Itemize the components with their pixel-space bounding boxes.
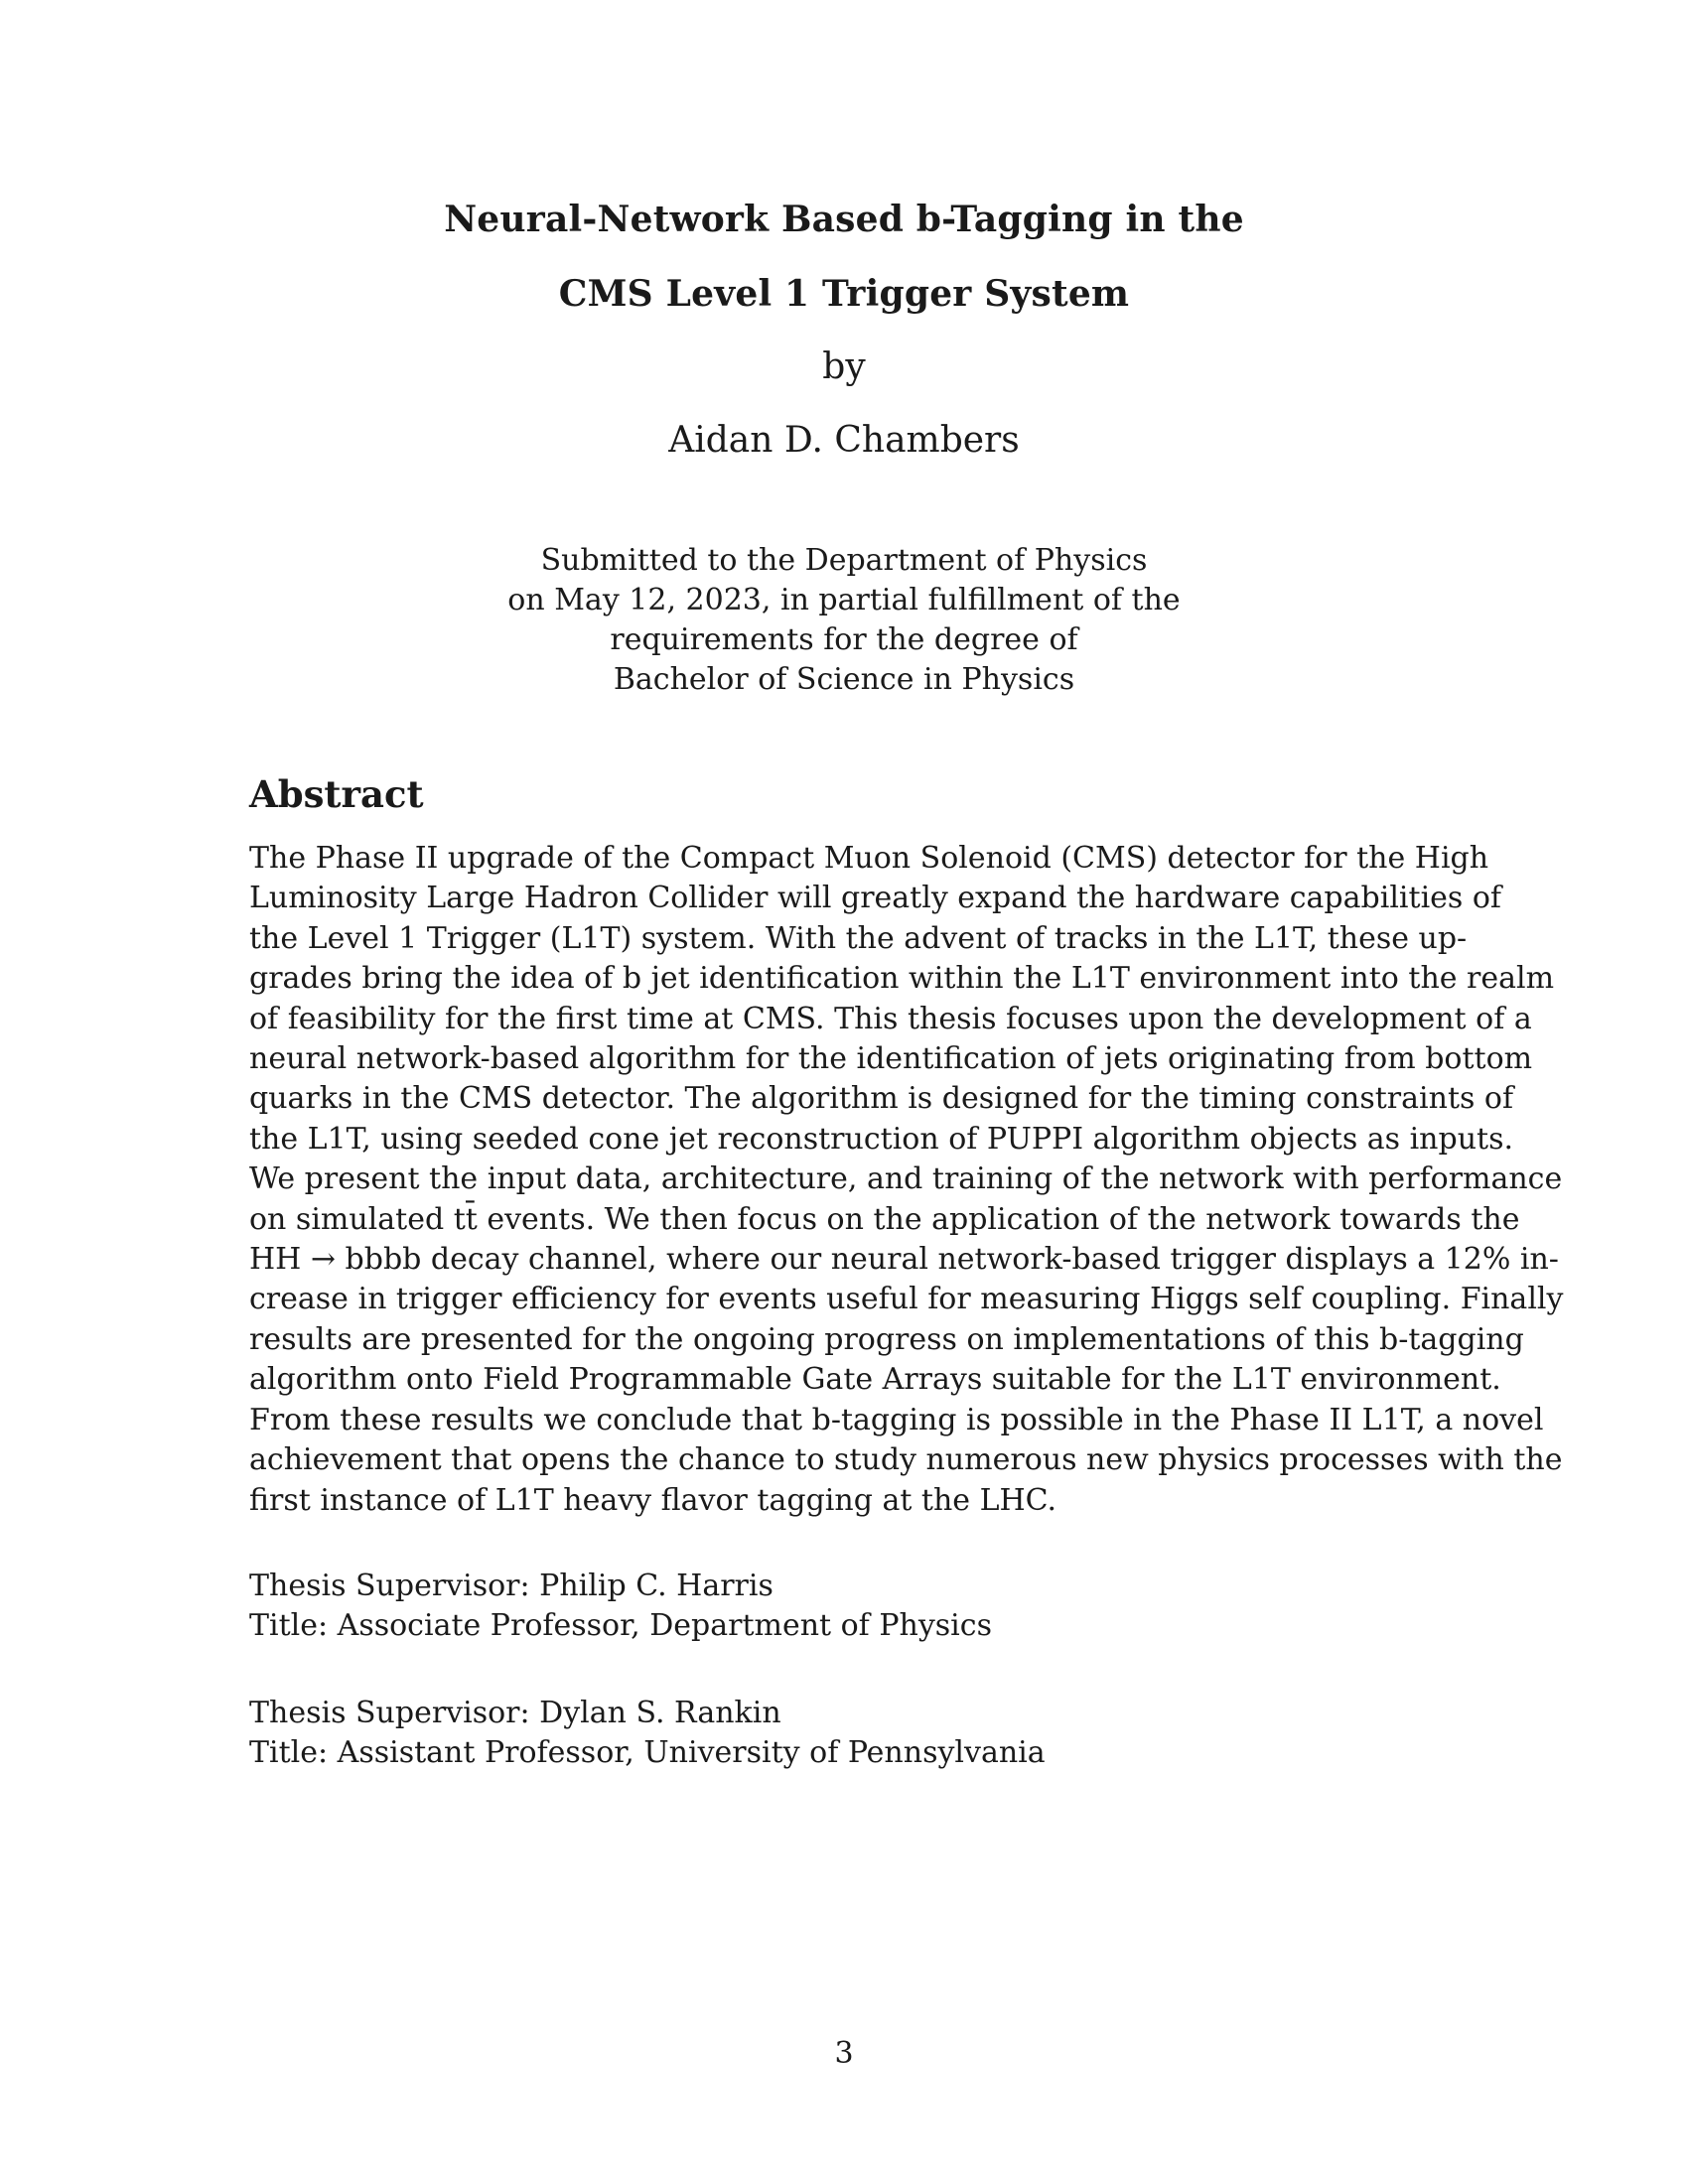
abstract-line: The Phase II upgrade of the Compact Muon Solenoid (CMS) detector for the High (249, 841, 1489, 876)
supervisor-title: Title: Associate Professor, Department of Physics (249, 1608, 992, 1643)
abstract-line: grades bring the idea of b jet identification within the L1T environment into the realm (249, 961, 1555, 997)
author-name: Aidan D. Chambers (668, 420, 1020, 461)
abstract-line: From these results we conclude that b-tagging is possible in the Phase II L1T, a novel (249, 1402, 1544, 1437)
submission-line: on May 12, 2023, in partial fulfillment of the (507, 583, 1181, 617)
abstract-line: the Level 1 Trigger (L1T) system. With the advent of tracks in the L1T, these up- (249, 920, 1468, 956)
thesis-title-line-2: CMS Level 1 Trigger System (558, 273, 1130, 315)
abstract-heading: Abstract (249, 772, 424, 816)
abstract-line: HH → bbbb decay channel, where our neural network-based trigger displays a 12% in- (249, 1242, 1559, 1278)
abstract-line: Luminosity Large Hadron Collider will greatly expand the hardware capabilities of (249, 881, 1502, 916)
abstract-line: results are presented for the ongoing progress on implementations of this b-tagging (249, 1321, 1524, 1357)
by-label: by (822, 346, 866, 387)
abstract-line: crease in trigger efficiency for events useful for measuring Higgs self coupling. Finally (249, 1282, 1564, 1317)
abstract-line: quarks in the CMS detector. The algorithm is designed for the timing constraints of (249, 1081, 1514, 1117)
abstract-line: neural network-based algorithm for the identification of jets originating from bottom (249, 1041, 1533, 1077)
abstract-line: the L1T, using seeded cone jet reconstruction of PUPPI algorithm objects as inputs. (249, 1121, 1514, 1157)
abstract-body (249, 839, 1564, 1521)
supervisor-title: Title: Assistant Professor, University of Pennsylvania (249, 1735, 1046, 1770)
submission-line: Submitted to the Department of Physics (540, 543, 1148, 578)
abstract-line: algorithm onto Field Programmable Gate Arrays suitable for the L1T environment. (249, 1362, 1501, 1398)
thesis-title-line-1: Neural-Network Based b-Tagging in the (444, 199, 1244, 240)
submission-statement (0, 541, 1688, 700)
supervisor-name: Thesis Supervisor: Philip C. Harris (249, 1569, 774, 1603)
abstract-line: on simulated tt̄ events. We then focus on the application of the network towards the (249, 1201, 1520, 1237)
supervisor-block (249, 1567, 992, 1646)
abstract-line: first instance of L1T heavy flavor tagging at the LHC. (249, 1482, 1057, 1518)
abstract-line: achievement that opens the chance to study numerous new physics processes with the (249, 1442, 1563, 1478)
page-number: 3 (834, 2036, 854, 2071)
abstract-line: We present the input data, architecture, and training of the network with performance (249, 1161, 1563, 1197)
supervisor-name: Thesis Supervisor: Dylan S. Rankin (249, 1696, 781, 1730)
submission-line: Bachelor of Science in Physics (613, 662, 1075, 697)
submission-line: requirements for the degree of (610, 622, 1078, 657)
supervisor-block (249, 1694, 1046, 1773)
abstract-line: of feasibility for the first time at CMS. This thesis focuses upon the development of a (249, 1001, 1532, 1036)
